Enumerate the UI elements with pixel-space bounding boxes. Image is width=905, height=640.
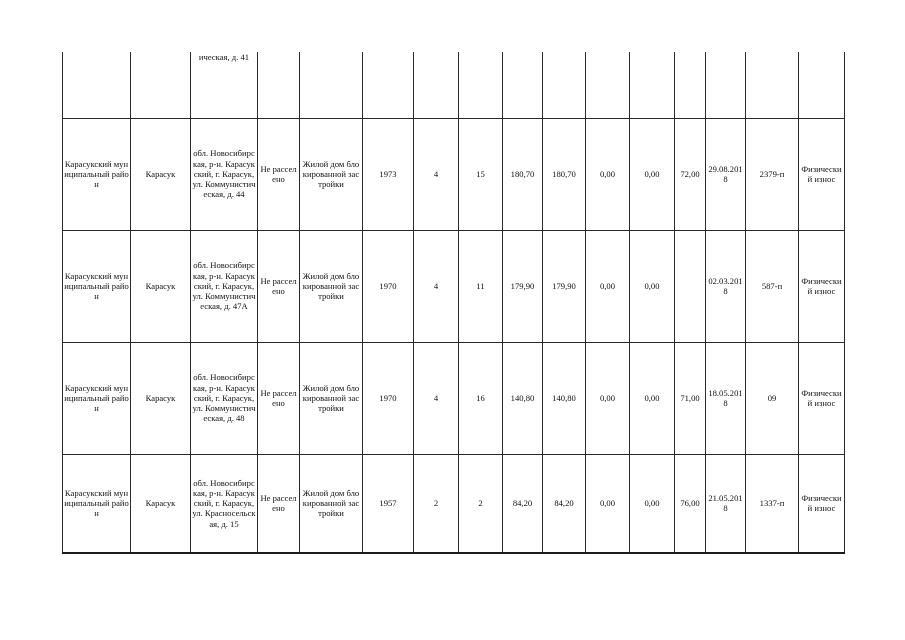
resettled-cell [258,52,300,118]
year-cell: 1973 [363,118,414,230]
floors-cell: 4 [414,118,459,230]
floors-cell: 4 [414,230,459,342]
locality-cell [131,52,191,118]
wear-cell [675,52,706,118]
resettled-cell: Не расселено [258,454,300,553]
house-type-cell [300,52,363,118]
area-total-cell: 179,90 [503,230,543,342]
residents-cell [459,52,503,118]
district-cell: Карасукский муниципальный район [63,230,131,342]
date-cell: 18.05.2018 [706,342,746,454]
floors-cell: 4 [414,342,459,454]
year-cell [363,52,414,118]
year-cell: 1970 [363,230,414,342]
resettled-cell: Не расселено [258,118,300,230]
address-cell: обл. Новосибирская, р-н. Карасукский, г. Карасук, ул. Коммунистическая, д. 47А [191,230,258,342]
doc-number-cell [746,52,799,118]
district-cell: Карасукский муниципальный район [63,118,131,230]
address-cell: обл. Новосибирская, р-н. Карасукский, г. Карасук, ул. Коммунистическая, д. 48 [191,342,258,454]
address-cell: обл. Новосибирская, р-н. Карасукский, г. Карасук, ул. Коммунистическая, д. 44 [191,118,258,230]
year-cell: 1970 [363,342,414,454]
value-1-cell: 0,00 [586,342,630,454]
address-tail-text: ическая, д. 41 [198,52,250,62]
wear-cell: 71,00 [675,342,706,454]
resettled-cell: Не расселено [258,342,300,454]
reason-cell: Физический износ [799,454,845,553]
table-row [63,230,845,342]
doc-number-cell: 2379-п [746,118,799,230]
value-1-cell [586,52,630,118]
value-2-cell: 0,00 [630,454,675,553]
house-type-cell: Жилой дом блокированной застройки [300,118,363,230]
wear-cell: 76,00 [675,454,706,553]
area-living-cell: 140,80 [543,342,586,454]
house-type-cell: Жилой дом блокированной застройки [300,230,363,342]
date-cell: 29.08.2018 [706,118,746,230]
residents-cell: 15 [459,118,503,230]
address-cell [191,52,258,118]
date-cell: 21.05.2018 [706,454,746,553]
wear-cell: 72,00 [675,118,706,230]
table-row [63,118,845,230]
district-cell: Карасукский муниципальный район [63,342,131,454]
value-2-cell: 0,00 [630,118,675,230]
reason-cell: Физический износ [799,342,845,454]
locality-cell: Карасук [131,230,191,342]
value-1-cell: 0,00 [586,118,630,230]
locality-cell: Карасук [131,454,191,553]
residents-cell: 11 [459,230,503,342]
date-cell: 02.03.2018 [706,230,746,342]
year-cell: 1957 [363,454,414,553]
area-living-cell: 179,90 [543,230,586,342]
district-cell: Карасукский муниципальный район [63,454,131,553]
doc-number-cell: 1337-п [746,454,799,553]
value-1-cell: 0,00 [586,230,630,342]
wear-cell [675,230,706,342]
area-living-cell [543,52,586,118]
housing-registry-table [62,52,845,554]
reason-cell [799,52,845,118]
area-total-cell: 84,20 [503,454,543,553]
doc-number-cell: 587-п [746,230,799,342]
residents-cell: 2 [459,454,503,553]
date-cell [706,52,746,118]
value-1-cell: 0,00 [586,454,630,553]
doc-number-cell: 09 [746,342,799,454]
address-cell: обл. Новосибирская, р-н. Карасукский, г. Карасук, ул. Красносельская, д. 15 [191,454,258,553]
area-living-cell: 84,20 [543,454,586,553]
table-row-continuation [63,52,845,118]
table-row [63,454,845,553]
floors-cell [414,52,459,118]
area-total-cell: 180,70 [503,118,543,230]
value-2-cell: 0,00 [630,342,675,454]
area-total-cell: 140,80 [503,342,543,454]
house-type-cell: Жилой дом блокированной застройки [300,454,363,553]
table-row [63,342,845,454]
value-2-cell: 0,00 [630,230,675,342]
resettled-cell: Не расселено [258,230,300,342]
house-type-cell: Жилой дом блокированной застройки [300,342,363,454]
reason-cell: Физический износ [799,118,845,230]
locality-cell: Карасук [131,342,191,454]
value-2-cell [630,52,675,118]
area-living-cell: 180,70 [543,118,586,230]
floors-cell: 2 [414,454,459,553]
residents-cell: 16 [459,342,503,454]
district-cell [63,52,131,118]
reason-cell: Физический износ [799,230,845,342]
locality-cell: Карасук [131,118,191,230]
area-total-cell [503,52,543,118]
